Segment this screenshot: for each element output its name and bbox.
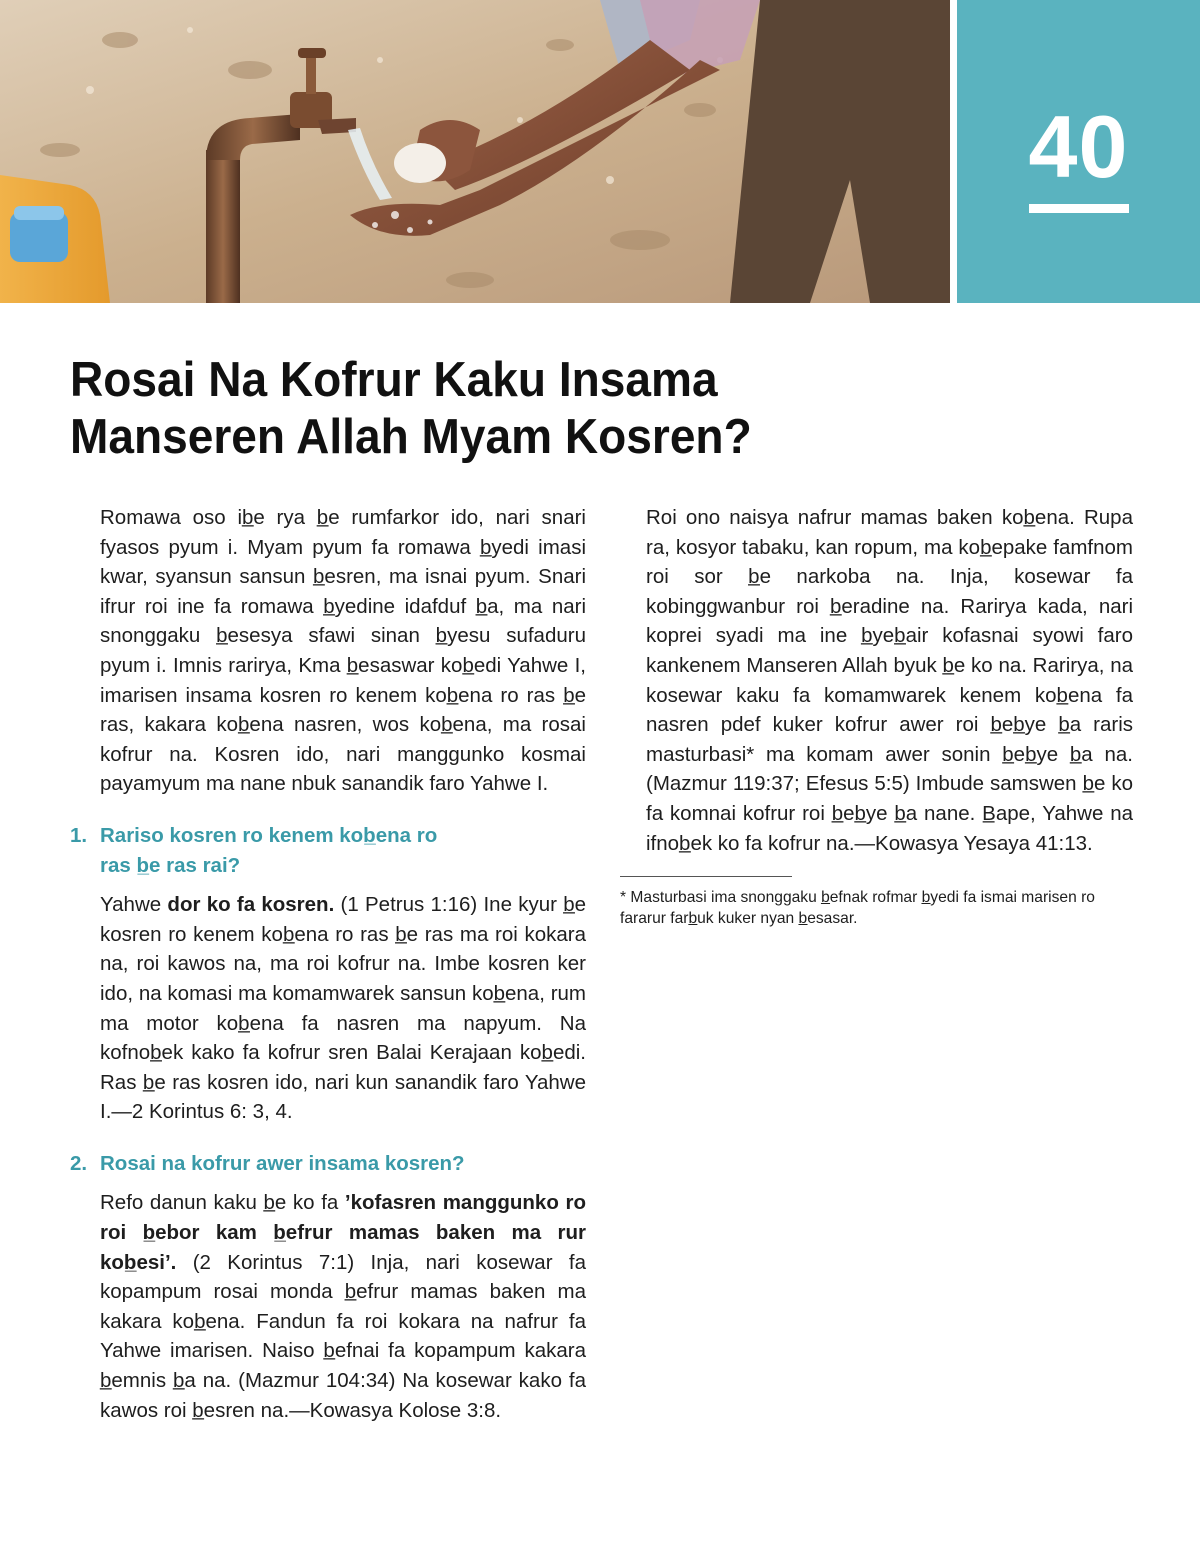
intro-paragraph: Romawa oso ib̲e rya b̲e rumfarkor ido, nari snari fyasos pyum i. Myam pyum fa romawa b̲yedi imasi kwar, syansun sansun b̲esren, ma isnai pyum. Snari ifrur roi ine fa romawa b̲yedine idafduf b̲a, ma nari snonggaku b̲esesya sfawi sinan b̲yesu sufaduru pyum i. Imnis rarirya, Kma b̲esaswar kob̲edi Yahwe I, imarisen insama kosren ro kenem kob̲ena ro ras b̲e ras, kakara kob̲ena nasren, wos kob̲ena, ma rosai kofrur na. Kosren ido, nari manggunko kosmai payamyum ma nane nbuk sanandik faro Yahwe I.: [100, 506, 586, 796]
footnote: * Masturbasi ima snonggaku b̲efnak rofmar b̲yedi fa ismai marisen ro fararur farb̲uk kuker nyan b̲esasar.: [620, 889, 1095, 928]
q1-answer-rest: (1 Petrus 1:16) Ine kyur b̲e kosren ro kenem kob̲ena ro ras b̲e ras ma roi kokara na, roi kawos na, ma roi kofrur na. Imbe kosren ker ido, na komasi ma komamwarek sansun kob̲ena, rum ma motor kob̲ena fa nasren ma napyum. Na kofnob̲ek kako fa kofrur sren Balai Kerajaan kob̲edi. Ras b̲e ras kosren ido, nari kun sanandik faro Yahwe I.—2 Korintus 6: 3, 4.: [100, 893, 587, 1124]
question-2-answer: [100, 1188, 586, 1425]
question-2-answer-continued: Roi ono naisya nafrur mamas baken kob̲ena. Rupa ra, kosyor tabaku, kan ropum, ma kob̲epake famfnom roi sor b̲e narkoba na. Inja, kosewar fa kobinggwanbur roi b̲eradine na. Rarirya kada, nari koprei syadi ma ine b̲yeb̲air kofasnai syowi faro kankenem Manseren Allah byuk b̲e ko na. Rarirya, na kosewar kaku fa komamwarek kenem kob̲ena fa nasren pdef kuker kofrur awer roi b̲eb̲ye b̲a raris masturbasi* ma komam awer sonin b̲eb̲ye b̲a na. (Mazmur 119:37; Efesus 5:5) Imbude samswen b̲e ko fa komnai kofrur roi b̲eb̲ye b̲a nane. B̲ape, Yahwe na ifnob̲ek ko fa kofrur na.—Kowasya Yesaya 41:13.: [646, 506, 1133, 855]
header-photo: [0, 0, 950, 303]
q1-answer-start: Yahwe: [100, 893, 168, 917]
handwashing-illustration: [0, 0, 950, 303]
question-2: [70, 1149, 586, 1179]
q2-answer-bold: ’kofasren manggunko ro roi b̲ebor kam b̲efrur mamas baken ma rur kob̲esi’.: [100, 1191, 586, 1274]
left-column: [70, 503, 586, 1439]
page-title: [70, 352, 1066, 466]
question-1-number: 1.: [70, 823, 88, 847]
question-1: [70, 821, 586, 880]
lesson-number-box: [957, 0, 1200, 303]
footnote-divider: [620, 876, 792, 877]
page-title-line-1: Rosai Na Kofrur Kaku Insama: [70, 353, 718, 407]
question-1-text: Rariso kosren ro kenem kob̲ena ro ras b̲e ras rai?: [100, 823, 438, 877]
right-column: [620, 503, 1133, 929]
q2-answer-start: Refo danun kaku b̲e ko fa: [100, 1191, 345, 1215]
question-1-answer: [100, 890, 586, 1127]
question-2-text: Rosai na kofrur awer insama kosren?: [100, 1151, 465, 1175]
lesson-number-underline: [1029, 204, 1129, 213]
q2-answer-rest: (2 Korintus 7:1) Inja, nari kosewar fa kopampum rosai monda b̲efrur mamas baken ma kakara kob̲ena. Fandun fa roi kokara na nafrur fa Yahwe imarisen. Naiso b̲efnai fa kopampum kakara b̲emnis b̲a na. (Mazmur 104:34) Na kosewar kako fa kawos roi b̲esren na.—Kowasya Kolose 3:8.: [100, 1250, 586, 1422]
lesson-number: 40: [1028, 97, 1129, 196]
page-title-line-2: Manseren Allah Myam Kosren?: [70, 410, 752, 464]
q1-answer-bold: dor ko fa kosren.: [167, 893, 335, 917]
question-2-number: 2.: [70, 1151, 88, 1175]
